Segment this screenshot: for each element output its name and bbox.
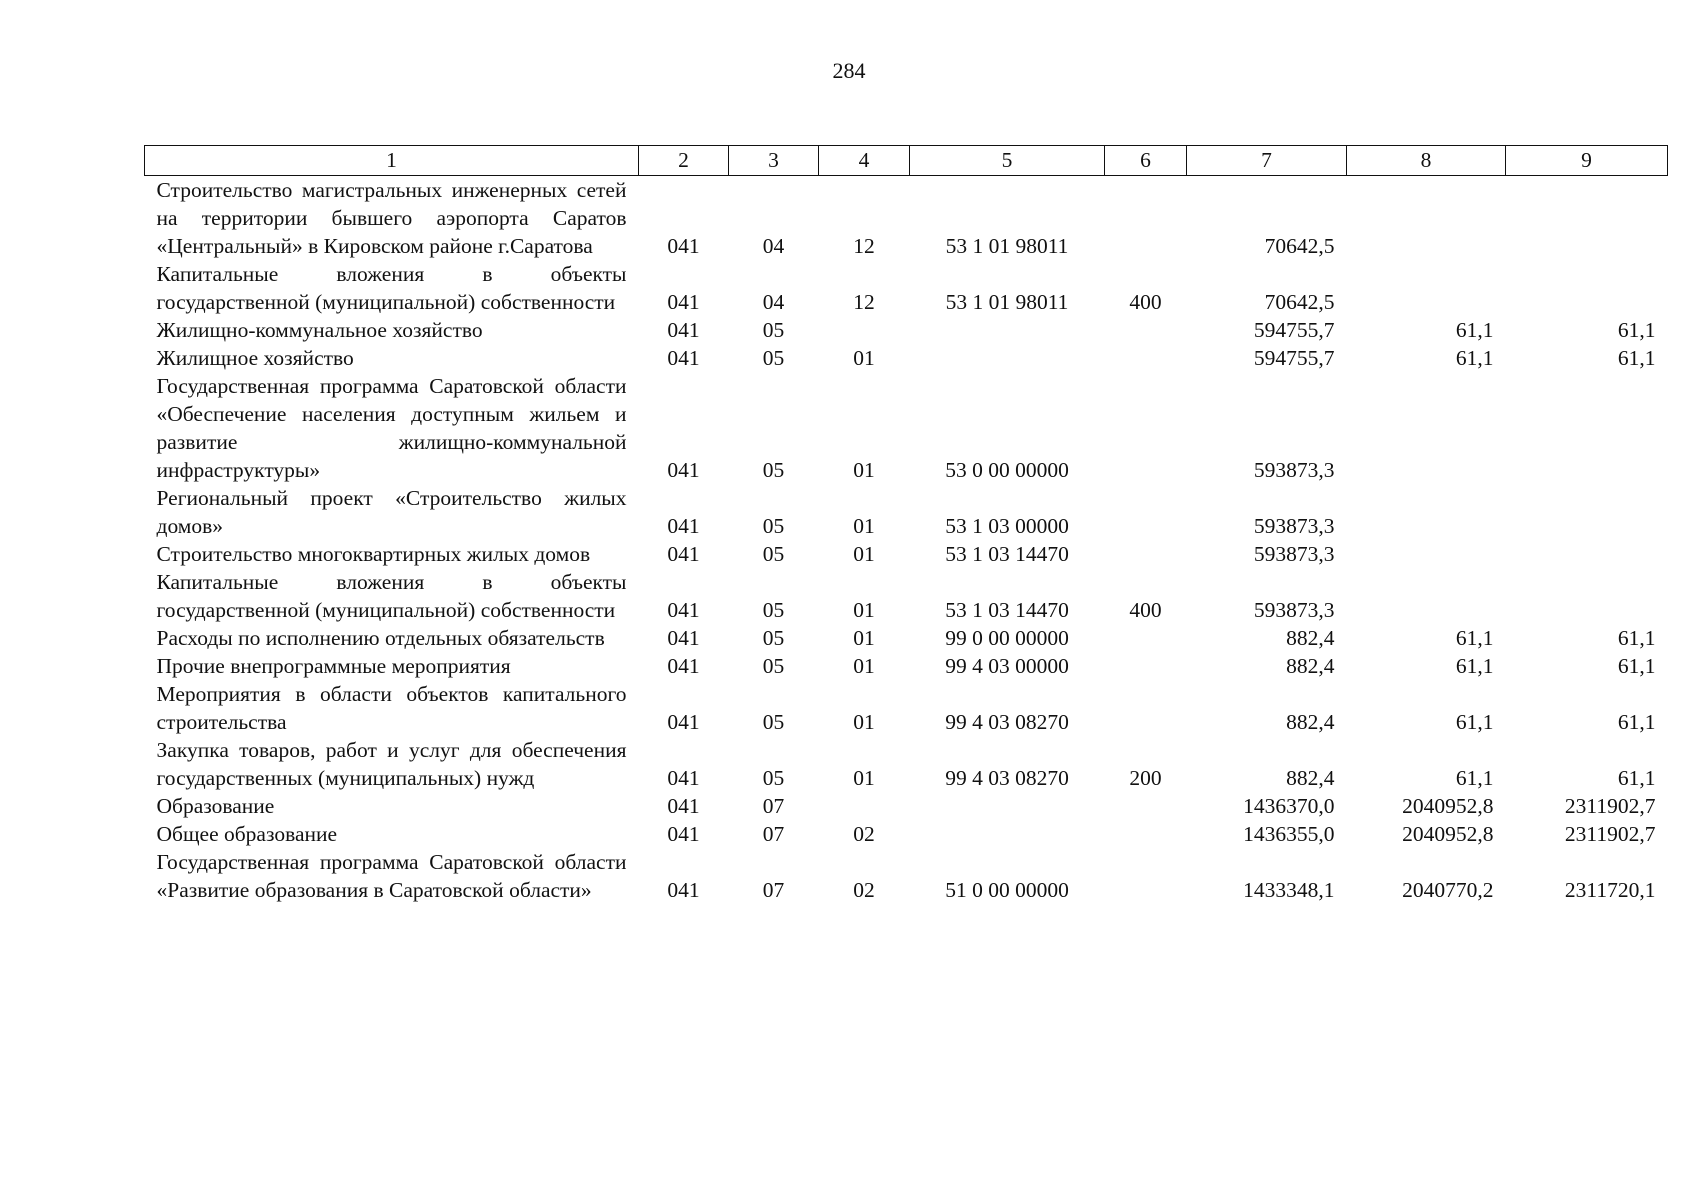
row-target-article: 53 1 01 98011 [945, 234, 1069, 258]
row-amount-col7: 593873,3 [1253, 598, 1335, 622]
row-section-code: 05 [762, 514, 785, 538]
row-target-article: 53 1 01 98011 [945, 290, 1069, 314]
row-section-code: 05 [762, 598, 785, 622]
row-subsection-code: 12 [853, 290, 875, 314]
row-name: Региональный проект «Строительство жилых домов» [156, 486, 627, 538]
row-subsection-code: 01 [853, 598, 875, 622]
row-name: Строительство многоквартирных жилых домов [156, 542, 591, 566]
row-amount-col7: 593873,3 [1253, 458, 1335, 482]
header-row [145, 146, 1668, 176]
row-expense-type [1105, 316, 1187, 344]
row-amount-col8: 2040770,2 [1402, 878, 1494, 902]
row-name: Образование [156, 794, 275, 818]
row-subsection-code: 01 [853, 514, 875, 538]
table-row [145, 820, 1668, 848]
row-section-code: 05 [762, 766, 785, 790]
row-amount-col9: 61,1 [1617, 766, 1656, 790]
row-ved-code: 041 [667, 290, 700, 314]
row-subsection-code [819, 792, 910, 820]
table-row [145, 652, 1668, 680]
row-amount-col9: 2311720,1 [1564, 878, 1656, 902]
row-section-code: 05 [762, 458, 785, 482]
row-name: Расходы по исполнению отдельных обязательств [156, 626, 605, 650]
row-amount-col9 [1506, 372, 1668, 484]
row-target-article: 53 1 03 14470 [945, 542, 1069, 566]
row-ved-code: 041 [667, 234, 700, 258]
row-name: Капитальные вложения в объекты государственной (муниципальной) собственности [156, 570, 627, 622]
row-amount-col8: 61,1 [1455, 710, 1494, 734]
row-ved-code: 041 [667, 598, 700, 622]
row-target-article: 99 4 03 00000 [945, 654, 1069, 678]
row-name: Мероприятия в области объектов капитального строительства [156, 682, 627, 734]
row-amount-col7: 70642,5 [1264, 234, 1335, 258]
row-target-article [910, 792, 1105, 820]
row-amount-col8: 61,1 [1455, 346, 1494, 370]
row-target-article: 53 1 03 00000 [945, 514, 1069, 538]
table-row [145, 316, 1668, 344]
row-subsection-code: 01 [853, 346, 875, 370]
row-section-code: 05 [762, 346, 785, 370]
row-section-code: 05 [762, 626, 785, 650]
row-section-code: 05 [762, 542, 785, 566]
table-row [145, 260, 1668, 316]
row-amount-col9: 61,1 [1617, 710, 1656, 734]
row-amount-col7: 882,4 [1286, 710, 1335, 734]
row-ved-code: 041 [667, 794, 700, 818]
row-amount-col9 [1506, 484, 1668, 540]
row-expense-type [1105, 540, 1187, 568]
row-amount-col8: 61,1 [1455, 318, 1494, 342]
table-row [145, 540, 1668, 568]
row-name: Государственная программа Саратовской области «Обеспечение населения доступным жильем и развитие жилищно-коммунальной инфраструктуры» [156, 374, 627, 482]
row-subsection-code: 02 [853, 822, 875, 846]
row-section-code: 07 [762, 878, 785, 902]
row-expense-type [1105, 372, 1187, 484]
row-ved-code: 041 [667, 766, 700, 790]
header-col-3: 3 [729, 146, 819, 176]
row-amount-col8 [1347, 540, 1506, 568]
row-amount-col7: 594755,7 [1253, 318, 1335, 342]
row-expense-type [1105, 820, 1187, 848]
row-expense-type: 400 [1129, 598, 1162, 622]
row-section-code: 05 [762, 654, 785, 678]
table-row [145, 344, 1668, 372]
row-expense-type [1105, 484, 1187, 540]
row-amount-col7: 882,4 [1286, 654, 1335, 678]
row-name: Закупка товаров, работ и услуг для обеспечения государственных (муниципальных) нужд [156, 738, 627, 790]
row-ved-code: 041 [667, 822, 700, 846]
row-target-article: 51 0 00 00000 [945, 878, 1069, 902]
row-section-code: 04 [762, 290, 785, 314]
row-expense-type: 200 [1129, 766, 1162, 790]
row-amount-col9: 2311902,7 [1564, 822, 1656, 846]
row-section-code: 05 [762, 710, 785, 734]
row-name: Жилищное хозяйство [156, 346, 354, 370]
row-subsection-code: 12 [853, 234, 875, 258]
row-amount-col8 [1347, 260, 1506, 316]
table-row [145, 176, 1668, 261]
row-name: Прочие внепрограммные мероприятия [156, 654, 511, 678]
row-amount-col7: 882,4 [1286, 626, 1335, 650]
row-subsection-code: 01 [853, 542, 875, 566]
row-section-code: 05 [762, 318, 785, 342]
header-col-6: 6 [1105, 146, 1187, 176]
row-amount-col7: 594755,7 [1253, 346, 1335, 370]
row-name: Жилищно-коммунальное хозяйство [156, 318, 483, 342]
row-ved-code: 041 [667, 458, 700, 482]
row-name: Общее образование [156, 822, 338, 846]
row-expense-type: 400 [1129, 290, 1162, 314]
table-row [145, 484, 1668, 540]
row-amount-col9: 61,1 [1617, 318, 1656, 342]
table-row [145, 848, 1668, 904]
header-col-5: 5 [910, 146, 1105, 176]
table-row [145, 568, 1668, 624]
header-col-2: 2 [639, 146, 729, 176]
header-col-9: 9 [1506, 146, 1668, 176]
row-section-code: 07 [762, 822, 785, 846]
row-target-article: 53 0 00 00000 [945, 458, 1069, 482]
header-col-8: 8 [1347, 146, 1506, 176]
row-target-article: 99 0 00 00000 [945, 626, 1069, 650]
row-subsection-code: 01 [853, 654, 875, 678]
row-amount-col7: 593873,3 [1253, 514, 1335, 538]
row-subsection-code: 02 [853, 878, 875, 902]
row-amount-col9 [1506, 176, 1668, 261]
budget-table [144, 145, 1668, 904]
row-amount-col8: 2040952,8 [1402, 794, 1494, 818]
row-name: Строительство магистральных инженерных сетей на территории бывшего аэропорта Саратов «Центральный» в Кировском районе г.Саратова [156, 178, 627, 258]
row-name: Капитальные вложения в объекты государственной (муниципальной) собственности [156, 262, 627, 314]
row-expense-type [1105, 176, 1187, 261]
row-amount-col9: 61,1 [1617, 346, 1656, 370]
row-expense-type [1105, 792, 1187, 820]
row-name: Государственная программа Саратовской области «Развитие образования в Саратовской области» [156, 850, 627, 902]
table-body [145, 176, 1668, 905]
row-target-article: 53 1 03 14470 [945, 598, 1069, 622]
row-ved-code: 041 [667, 878, 700, 902]
header-col-4: 4 [819, 146, 910, 176]
row-expense-type [1105, 680, 1187, 736]
row-target-article: 99 4 03 08270 [945, 710, 1069, 734]
row-subsection-code: 01 [853, 710, 875, 734]
table-header [145, 146, 1668, 176]
row-amount-col8: 61,1 [1455, 766, 1494, 790]
row-target-article: 99 4 03 08270 [945, 766, 1069, 790]
row-subsection-code: 01 [853, 458, 875, 482]
row-amount-col9 [1506, 568, 1668, 624]
row-amount-col7: 882,4 [1286, 766, 1335, 790]
row-section-code: 04 [762, 234, 785, 258]
row-section-code: 07 [762, 794, 785, 818]
row-amount-col7: 70642,5 [1264, 290, 1335, 314]
header-col-1: 1 [145, 146, 639, 176]
row-target-article [910, 316, 1105, 344]
row-target-article [910, 820, 1105, 848]
row-amount-col7: 1436370,0 [1243, 794, 1335, 818]
row-amount-col9 [1506, 540, 1668, 568]
row-subsection-code: 01 [853, 626, 875, 650]
row-expense-type [1105, 344, 1187, 372]
row-target-article [910, 344, 1105, 372]
row-expense-type [1105, 848, 1187, 904]
table-row [145, 680, 1668, 736]
row-ved-code: 041 [667, 318, 700, 342]
row-amount-col8 [1347, 176, 1506, 261]
row-amount-col7: 593873,3 [1253, 542, 1335, 566]
row-ved-code: 041 [667, 626, 700, 650]
table-row [145, 624, 1668, 652]
row-amount-col9: 2311902,7 [1564, 794, 1656, 818]
row-ved-code: 041 [667, 346, 700, 370]
header-col-7: 7 [1187, 146, 1347, 176]
page-number: 284 [832, 58, 866, 83]
table-row [145, 792, 1668, 820]
row-expense-type [1105, 624, 1187, 652]
row-ved-code: 041 [667, 710, 700, 734]
row-subsection-code [819, 316, 910, 344]
row-amount-col7: 1436355,0 [1243, 822, 1335, 846]
row-amount-col8 [1347, 372, 1506, 484]
row-amount-col9 [1506, 260, 1668, 316]
row-subsection-code: 01 [853, 766, 875, 790]
row-ved-code: 041 [667, 514, 700, 538]
row-amount-col8: 61,1 [1455, 654, 1494, 678]
table-row [145, 372, 1668, 484]
row-amount-col8: 2040952,8 [1402, 822, 1494, 846]
row-ved-code: 041 [667, 542, 700, 566]
row-amount-col8 [1347, 568, 1506, 624]
row-amount-col8 [1347, 484, 1506, 540]
row-amount-col9: 61,1 [1617, 626, 1656, 650]
row-amount-col9: 61,1 [1617, 654, 1656, 678]
row-ved-code: 041 [667, 654, 700, 678]
row-amount-col8: 61,1 [1455, 626, 1494, 650]
table-row [145, 736, 1668, 792]
row-amount-col7: 1433348,1 [1243, 878, 1335, 902]
row-expense-type [1105, 652, 1187, 680]
